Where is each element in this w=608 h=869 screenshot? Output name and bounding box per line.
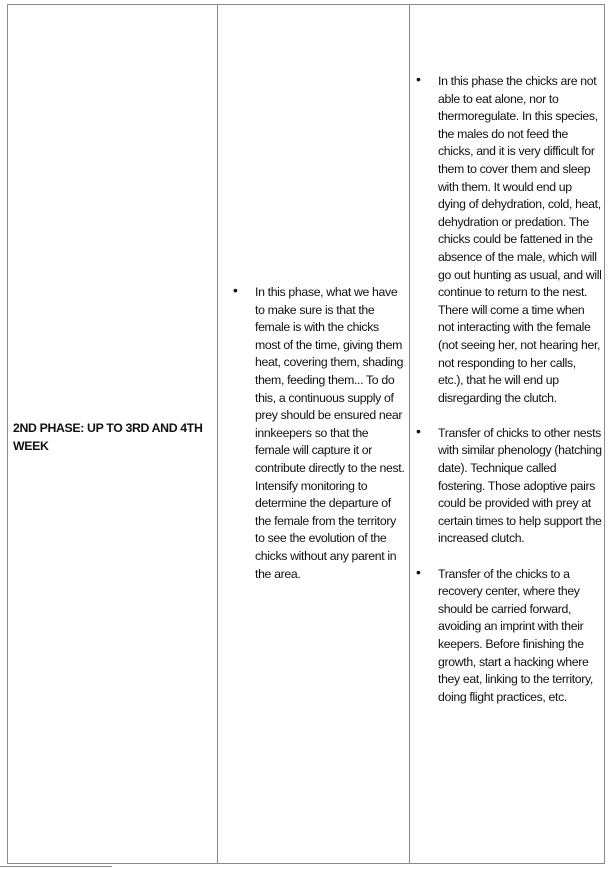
list-item [233,284,405,583]
alternatives-list [416,73,602,724]
bullet-icon: • [233,282,238,298]
list-item [416,73,602,407]
list-item-text: In this phase the chicks are not able to eat alone, nor to thermoregulate. In this species, the males do not feed the chicks, and it is very difficult for them to cover them and sleep with them. It would end up dying of dehydration, cold, heat, dehydration or predation. The chicks could be fattened in the absence of the male, which will go out hunting as usual, and will continue to return to the nest. There will come a time when not interacting with the female (not seeing her, not hearing her, not responding to her calls, etc.), that he will end up disregarding the clutch. [438,74,602,405]
list-item-text: Transfer of chicks to other nests with similar phenology (hatching date). Technique called fostering. Those adoptive pairs could be provided with prey at certain times to help support the increased clutch. [438,425,602,546]
bullet-icon: • [416,563,421,580]
list-item-text: In this phase, what we have to make sure is that the female is with the chicks most of the time, giving them heat, covering them, shading them, feeding them... To do this, a continuous supply of prey should be ensured near innkeepers so that the female will capture it or contribute directly to the nest. Intensify monitoring to determine the departure of the female from the territory to see the evolution of the chicks without any parent in the area. [255,285,405,581]
footnote-separator [0,866,112,867]
actions-cell [218,5,409,863]
phase-cell [8,5,217,863]
alternatives-cell [410,5,605,863]
list-item-text: Transfer of the chicks to a recovery center, where they should be carried forward, avoiding an imprint with their keepers. Before finishing the growth, start a hacking where they eat, linking to the territory, doing flight practices, etc. [438,566,593,704]
bullet-icon: • [416,422,421,439]
phase-title: 2ND PHASE: UP TO 3RD AND 4TH WEEK [13,421,203,453]
bullet-icon: • [416,71,421,87]
list-item [416,422,602,548]
list-item [416,563,602,707]
actions-list [233,284,405,601]
phase-table [7,4,605,864]
